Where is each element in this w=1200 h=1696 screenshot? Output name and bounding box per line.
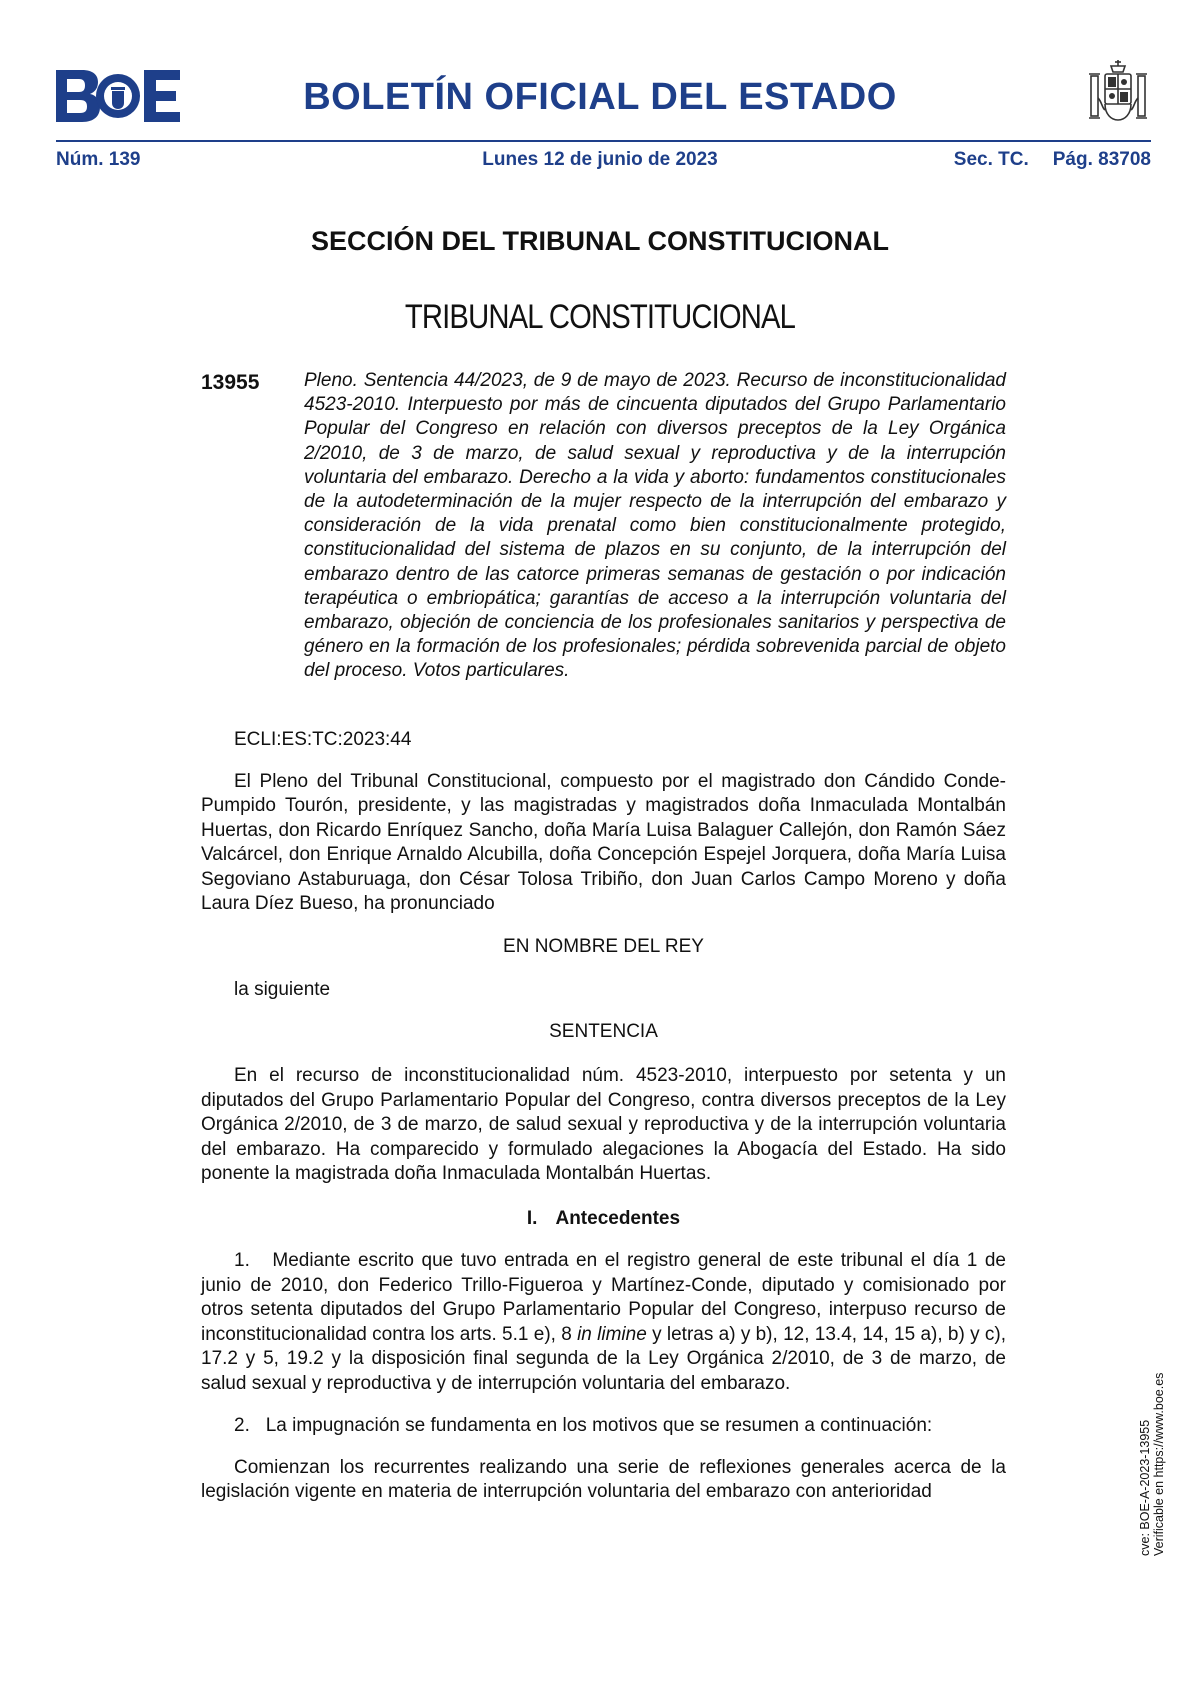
antecedente-3-paragraph: Comienzan los recurrentes realizando una serie de reflexiones generales acerca de la legislación vigente en materia de interrupción voluntaria del embarazo con anterioridad bbox=[201, 1456, 1006, 1502]
cve-code: cve: BOE-A-2023-13955 bbox=[1138, 1419, 1152, 1556]
entry-number: 13955 bbox=[201, 371, 260, 394]
section-code: Sec. TC. bbox=[953, 149, 1029, 170]
header-rule bbox=[56, 140, 1151, 142]
issue-number: Núm. 139 bbox=[56, 149, 141, 170]
antecedente-1-italic: in limine bbox=[577, 1323, 647, 1345]
entry-summary: Pleno. Sentencia 44/2023, de 9 de mayo de 2023. Recurso de inconstitucionalidad 4523-2010. Interpuesto por más de cincuenta diputados del Grupo Parlamentario Popular del Congreso en relación con diversos preceptos de la Ley Orgánica 2/2010, de 3 de marzo, de salud sexual y reproductiva y de la interrupción voluntaria del embarazo. Derecho a la vida y aborto: fundamentos constitucionales de la autodeterminación de la mujer respecto de la interrupción del embarazo y consideración de la vida prenatal como bien constitucionalmente protegido, constitucionalidad del sistema de plazos en su conjunto, de la interrupción del embarazo dentro de las catorce primeras semanas de gestación o por indicación terapéutica o embriopática; garantías de acceso a la interrupción voluntaria del embarazo, objeción de conciencia de los profesionales sanitarios y perspectiva de género en la formación de los profesionales; pérdida sobrevenida parcial de objeto del proceso. Votos particulares. bbox=[304, 370, 1006, 682]
sentencia-heading: SENTENCIA bbox=[549, 1020, 658, 1042]
antecedentes-heading bbox=[201, 1207, 1006, 1232]
la-siguiente: la siguiente bbox=[234, 979, 331, 1000]
antecedente-1-paragraph bbox=[201, 1249, 1006, 1396]
antecedente-1-text-a: Mediante escrito que tuvo entrada en el registro general de este tribunal el día 1 de junio de 2010, don Federico Trillo-Figueroa y Martínez-Conde, diputado y comisionado por otros setenta diputados del Grupo Parlamentario Popular del Congreso, interpuso recurso de inconstitucionalidad contra los arts. 5.1 e), 8 bbox=[201, 1250, 1006, 1345]
antecedentes-number: I. bbox=[526, 1207, 538, 1229]
coat-of-arms-icon bbox=[1085, 58, 1151, 128]
document-body bbox=[201, 728, 1006, 1505]
section-heading: SECCIÓN DEL TRIBUNAL CONSTITUCIONAL bbox=[310, 226, 889, 256]
page-number: Pág. 83708 bbox=[1052, 149, 1151, 170]
antecedente-2-text: La impugnación se fundamenta en los motivos que se resumen a continuación: bbox=[265, 1415, 933, 1436]
intro-paragraph: En el recurso de inconstitucionalidad núm. 4523-2010, interpuesto por setenta y un diputados del Grupo Parlamentario Popular del Congreso, contra diversos preceptos de la Ley Orgánica 2/2010, de 3 de marzo, de salud sexual y reproductiva y de la interrupción voluntaria del embarazo. Ha comparecido y formulado alegaciones la Abogacía del Estado. Ha sido ponente la magistrada doña Inmaculada Montalbán Huertas. bbox=[201, 1065, 1006, 1184]
antecedente-1-number: 1. bbox=[234, 1250, 250, 1271]
boe-logo bbox=[56, 70, 180, 122]
bulletin-title: BOLETÍN OFICIAL DEL ESTADO bbox=[303, 76, 897, 118]
antecedente-1-text-b: y letras a) y b), 12, 13.4, 14, 15 a), b) y c), 17.2 y 5, 19.2 y la disposición final segunda de la Ley Orgánica 2/2010, de 3 de marzo, de salud sexual y reproductiva y de interrupción voluntaria del embarazo. bbox=[201, 1323, 1007, 1394]
antecedentes-title: Antecedentes bbox=[555, 1207, 681, 1229]
court-composition-paragraph: El Pleno del Tribunal Constitucional, compuesto por el magistrado don Cándido Conde-Pumpido Tourón, presidente, y las magistradas y magistrados doña Inmaculada Montalbán Huertas, don Ricardo Enríquez Sancho, doña María Luisa Balaguer Callejón, don Ramón Sáez Valcárcel, don Enrique Arnaldo Alcubilla, doña Concepción Espejel Jorquera, doña María Luisa Segoviano Astaburuaga, don César Tolosa Tribiño, don Juan Carlos Campo Moreno y doña Laura Díez Bueso, ha pronunciado bbox=[201, 770, 1006, 914]
antecedente-2-number: 2. bbox=[234, 1415, 250, 1436]
en-nombre-del-rey: EN NOMBRE DEL REY bbox=[503, 935, 704, 957]
ecli-identifier: ECLI:ES:TC:2023:44 bbox=[234, 729, 412, 750]
section-page-info bbox=[954, 149, 1151, 171]
issue-date: Lunes 12 de junio de 2023 bbox=[482, 149, 718, 170]
court-heading: TRIBUNAL CONSTITUCIONAL bbox=[404, 298, 796, 336]
antecedente-2-paragraph bbox=[201, 1414, 1006, 1439]
verification-link[interactable]: Verificable en https://www.boe.es bbox=[1152, 1372, 1166, 1556]
page-header bbox=[0, 0, 1200, 180]
